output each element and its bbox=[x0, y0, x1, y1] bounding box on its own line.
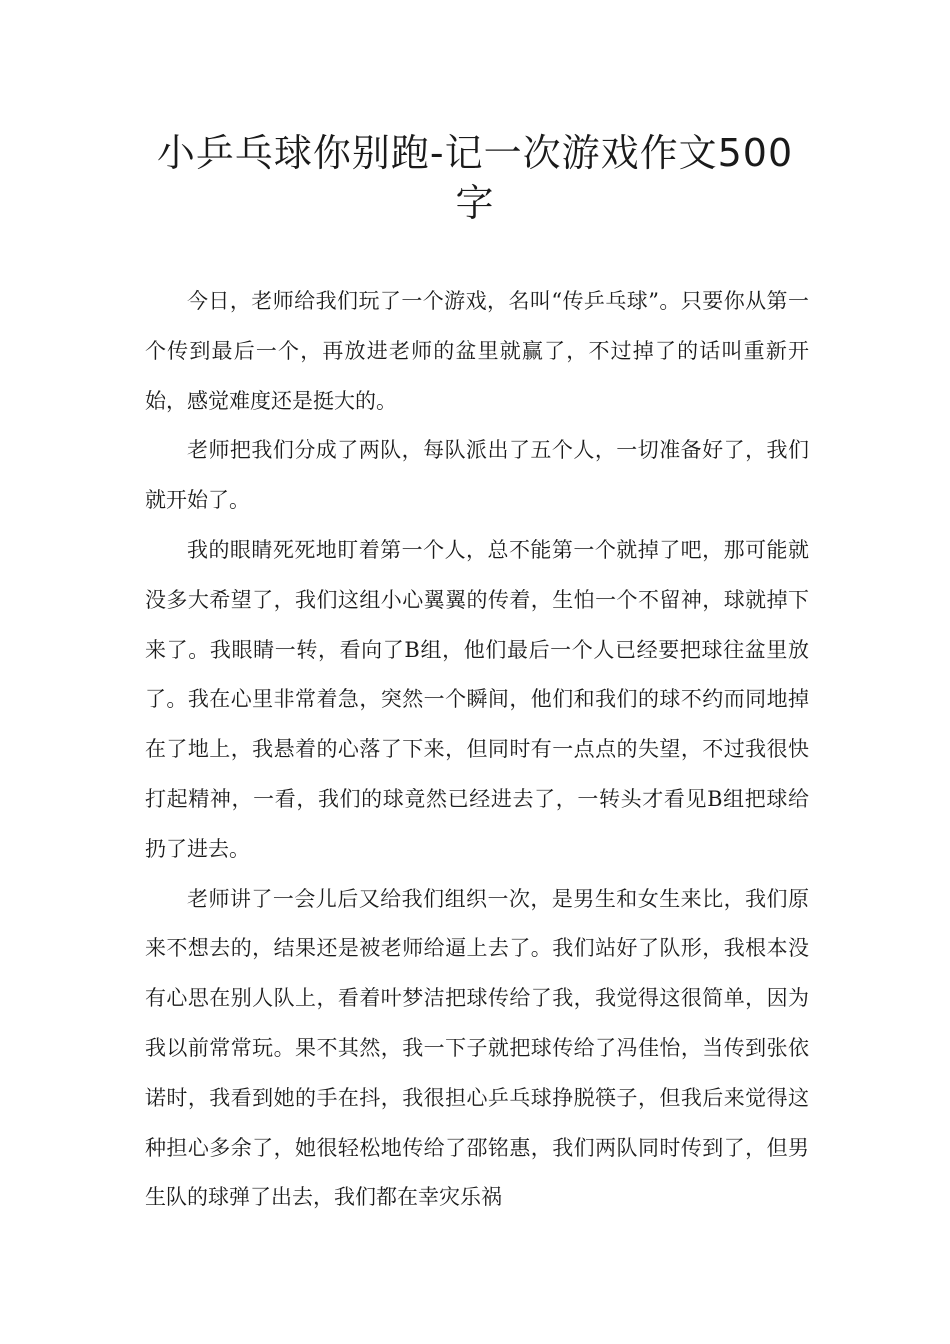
paragraph: 老师把我们分成了两队，每队派出了五个人，一切准备好了，我们就开始了。 bbox=[145, 438, 809, 513]
document-title: 小乒乓球你别跑-记一次游戏作文500字 bbox=[156, 131, 794, 225]
paragraph: 我的眼睛死死地盯着第一个人，总不能第一个就掉了吧，那可能就没多大希望了，我们这组小心翼翼的传着，生怕一个不留神，球就掉下来了。我眼睛一转，看向了B组，他们最后一个人已经要把球往盆里放了。我在心里非常着急，突然一个瞬间，他们和我们的球不约而同地掉在了地上，我悬着的心落了下来，但同时有一点点的失望，不过我很快打起精神，一看，我们的球竟然已经进去了，一转头才看见B组把球给扔了进去。 bbox=[145, 537, 809, 861]
document-body bbox=[145, 277, 809, 1223]
paragraph: 老师讲了一会儿后又给我们组织一次，是男生和女生来比，我们原来不想去的，结果还是被老师给逼上去了。我们站好了队形，我根本没有心思在别人队上，看着叶梦洁把球传给了我，我觉得这很简单，因为我以前常常玩。果不其然，我一下子就把球传给了冯佳怡，当传到张依诺时，我看到她的手在抖，我很担心乒乓球挣脱筷子，但我后来觉得这种担心多余了，她很轻松地传给了邵铭惠，我们两队同时传到了，但男生队的球弹了出去，我们都在幸灾乐祸 bbox=[145, 886, 809, 1210]
paragraph: 今日，老师给我们玩了一个游戏，名叫“传乒乓球”。只要你从第一个传到最后一个，再放进老师的盆里就赢了，不过掉了的话叫重新开始，感觉难度还是挺大的。 bbox=[145, 289, 809, 413]
